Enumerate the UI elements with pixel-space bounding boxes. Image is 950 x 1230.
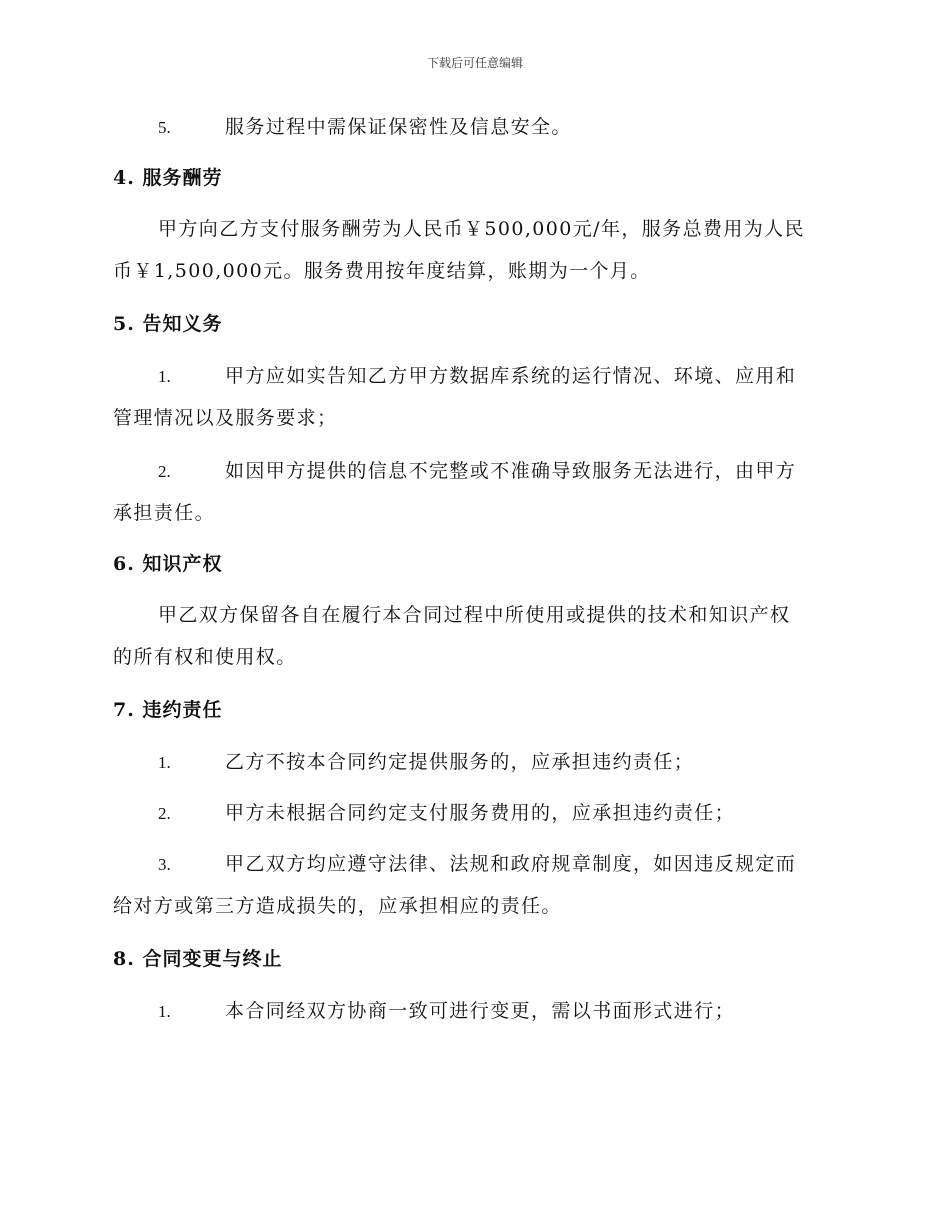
list-number: 5. — [158, 118, 171, 137]
section-7-item-3: 3. 甲乙双方均应遵守法律、法规和政府规章制度，如因违反规定而 给对方或第三方造成损失的，应承担相应的责任。 — [113, 843, 835, 927]
list-number: 1. — [158, 1002, 171, 1021]
section-8-item-1: 1. 本合同经双方协商一致可进行变更，需以书面形式进行； — [113, 990, 835, 1032]
list-number: 3. — [158, 855, 171, 874]
section-heading: 7. 违约责任 — [113, 699, 223, 721]
list-text: 服务过程中需保证保密性及信息安全。 — [225, 116, 572, 138]
list-number: 2. — [158, 462, 171, 481]
list-number: 2. — [158, 804, 171, 823]
section-heading: 5. 告知义务 — [113, 313, 223, 335]
section-5 — [113, 303, 835, 345]
section-6 — [113, 543, 835, 585]
list-number: 1. — [158, 367, 171, 386]
section-7-item-2: 2. 甲方未根据合同约定支付服务费用的，应承担违约责任； — [113, 792, 835, 834]
section-7 — [113, 689, 835, 731]
section-4 — [113, 157, 835, 199]
section-heading: 8. 合同变更与终止 — [113, 948, 283, 970]
section-7-item-1: 1. 乙方不按本合同约定提供服务的，应承担违约责任； — [113, 741, 835, 783]
list-number: 1. — [158, 753, 171, 772]
section-6-paragraph: 甲乙双方保留各自在履行本合同过程中所使用或提供的技术和知识产权 的所有权和使用权。 — [113, 604, 791, 668]
section-5-item-1: 1. 甲方应如实告知乙方甲方数据库系统的运行情况、环境、应用和 管理情况以及服务要求； — [113, 355, 835, 439]
page-header: 下载后可任意编辑 — [426, 56, 523, 70]
list-item-5 — [113, 106, 835, 148]
section-5-item-2: 2. 如因甲方提供的信息不完整或不准确导致服务无法进行，由甲方 承担责任。 — [113, 450, 835, 534]
section-8 — [113, 938, 835, 980]
section-4-paragraph: 甲方向乙方支付服务酬劳为人民币￥500,000元/年，服务总费用为人民 币￥1,500,000元。服务费用按年度结算，账期为一个月。 — [113, 218, 805, 282]
section-heading: 6. 知识产权 — [113, 553, 223, 575]
section-heading: 4. 服务酬劳 — [113, 167, 223, 189]
